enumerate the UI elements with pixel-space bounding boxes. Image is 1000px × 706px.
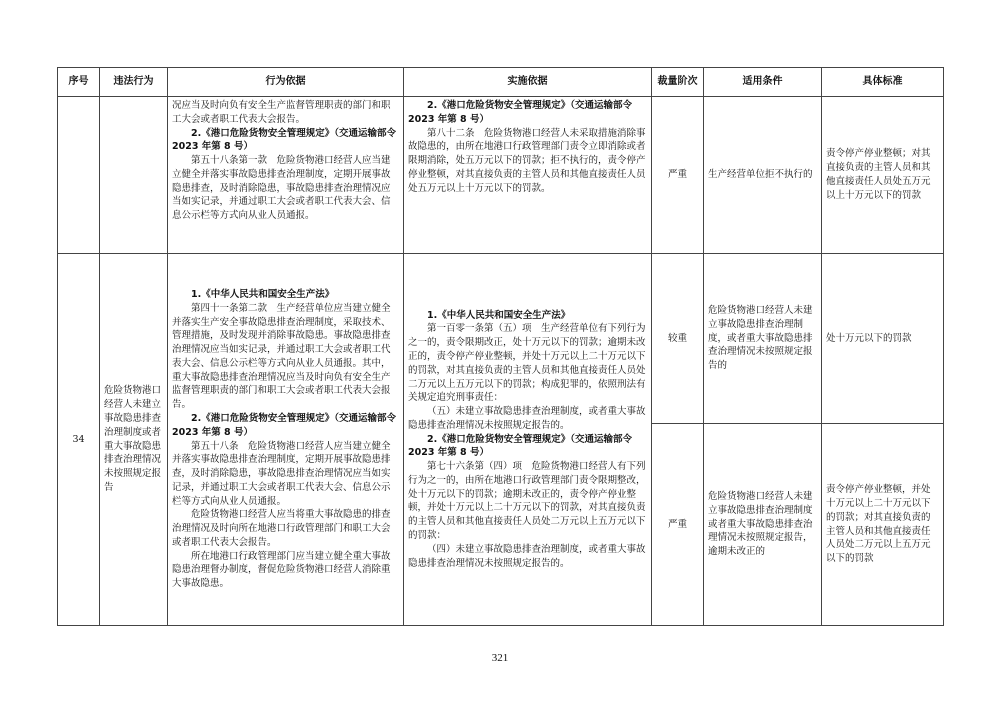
basis-law-title: 2.《港口危险货物安全管理规定》（交通运输部令 2023 年第 8 号） [172, 127, 396, 153]
cell-cond-34a: 危险货物港口经营人未建立事故隐患排查治理制度，或者重大事故隐患排查治理情况未按照规定报告的 [704, 254, 822, 424]
basis-text: 况应当及时向负有安全生产监督管理职责的部门和职工大会或者职工代表大会报告。 [172, 100, 391, 125]
impl-article: （四）未建立事故隐患排查治理制度，或者重大事故隐患排查治理情况未按照规定报告的。 [408, 543, 646, 569]
basis-article: 第五十八条第一款 危险货物港口经营人应当建立健全并落实事故隐患排查治理制度，定期开展事故隐患排查，及时消除隐患，事故隐患排查治理情况应当如实记录，并通过职工大会或者职工代表大会、信息公示栏等方式向从业人员通报。 [172, 155, 391, 222]
header-basis: 行为依据 [168, 68, 404, 97]
header-level: 裁量阶次 [652, 68, 704, 97]
table-row-continued [58, 97, 944, 254]
basis-law-title: 2.《港口危险货物安全管理规定》（交通运输部令 2023 年第 8 号） [172, 412, 396, 438]
header-no: 序号 [58, 68, 100, 97]
basis-article: 所在地港口行政管理部门应当建立健全重大事故隐患治理督办制度，督促危险货物港口经营人消除重大事故隐患。 [172, 550, 391, 590]
impl-article: （五）未建立事故隐患排查治理制度，或者重大事故隐患排查治理情况未按照规定报告的。 [408, 406, 646, 431]
cell-level-cont: 严重 [652, 97, 704, 254]
basis-article: 危险货物港口经营人应当将重大事故隐患的排查治理情况及时向所在地港口行政管理部门和职工大会或者职工代表大会报告。 [172, 509, 391, 548]
penalty-table [57, 67, 944, 626]
header-row [58, 68, 944, 97]
cell-cond-cont: 生产经营单位拒不执行的 [704, 97, 822, 254]
cell-no-34: 34 [58, 254, 100, 626]
cell-act-34: 危险货物港口经营人未建立事故隐患排查治理制度或者重大事故隐患排查治理情况未按照规定报告 [100, 254, 168, 626]
header-act: 违法行为 [100, 68, 168, 97]
basis-article: 第五十八条 危险货物港口经营人应当建立健全并落实事故隐患排查治理制度，定期开展事故隐患排查，及时消除隐患，事故隐患排查治理情况应当如实记录，并通过职工大会或者职工代表大会、信息公示栏等方式向从业人员通报。 [172, 440, 391, 507]
cell-basis-cont [168, 97, 404, 254]
table-row-34a [58, 254, 944, 424]
cell-cond-34b: 危险货物港口经营人未建立事故隐患排查治理制度或者重大事故隐患排查治理情况未按照规定报告，逾期未改正的 [704, 424, 822, 626]
impl-law-title: 2.《港口危险货物安全管理规定》（交通运输部令 2023 年第 8 号） [408, 433, 632, 459]
basis-law-title: 1.《中华人民共和国安全生产法》 [191, 289, 335, 301]
cell-level-34a: 较重 [652, 254, 704, 424]
header-impl: 实施依据 [404, 68, 652, 97]
impl-article: 第一百零一条第（五）项 生产经营单位有下列行为之一的，责令限期改正，处十万元以下的罚款；逾期未改正的，责令停产停业整顿，并处十万元以上二十万元以下的罚款，对其直接负责的主管人员和其他直接责任人员处二万元以上五万元以下的罚款；构成犯罪的，依照刑法有关规定追究刑事责任： [408, 323, 646, 404]
header-std: 具体标准 [822, 68, 944, 97]
cell-impl-cont [404, 97, 652, 254]
impl-law-title: 1.《中华人民共和国安全生产法》 [427, 309, 571, 321]
cell-std-34b: 责令停产停业整顿，并处十万元以上二十万元以下的罚款；对其直接负责的主管人员和其他直接责任人员处二万元以上五万元以下的罚款 [822, 424, 944, 626]
cell-basis-34 [168, 254, 404, 626]
page-number: 321 [491, 652, 509, 664]
impl-article: 第七十六条第（四）项 危险货物港口经营人有下列行为之一的，由所在地港口行政管理部门责令限期整改，处十万元以下的罚款；逾期未改正的，责令停产停业整顿，并处十万元以上二十万元以下的罚款，对其直接负责的主管人员和其他直接责任人员处二万元以上五万元以下的罚款： [408, 461, 646, 541]
cell-no-cont [58, 97, 100, 254]
impl-article: 第八十二条 危险货物港口经营人未采取措施消除事故隐患的，由所在地港口行政管理部门责令立即消除或者限期消除，处五万元以下的罚款；拒不执行的，责令停产停业整顿，对其直接负责的主管人员和其他直接责任人员处五万元以上十万元以下的罚款。 [408, 127, 646, 194]
basis-article: 第四十一条第二款 生产经营单位应当建立健全并落实生产安全事故隐患排查治理制度，采取技术、管理措施，及时发现并消除事故隐患。事故隐患排查治理情况应当如实记录，并通过职工大会或者职工代表大会、信息公示栏等方式向从业人员通报。其中，重大事故隐患排查治理情况应当及时向负有安全生产监督管理职责的部门和职工大会或者职工代表大会报告。 [172, 302, 391, 411]
impl-law-title: 2.《港口危险货物安全管理规定》（交通运输部令 2023 年第 8 号） [408, 100, 632, 125]
cell-std-34a: 处十万元以下的罚款 [822, 254, 944, 424]
cell-act-cont [100, 97, 168, 254]
cell-level-34b: 严重 [652, 424, 704, 626]
cell-std-cont: 责令停产停业整顿；对其直接负责的主管人员和其他直接责任人员处五万元以上十万元以下的罚款 [822, 97, 944, 254]
cell-impl-34 [404, 254, 652, 626]
header-cond: 适用条件 [704, 68, 822, 97]
